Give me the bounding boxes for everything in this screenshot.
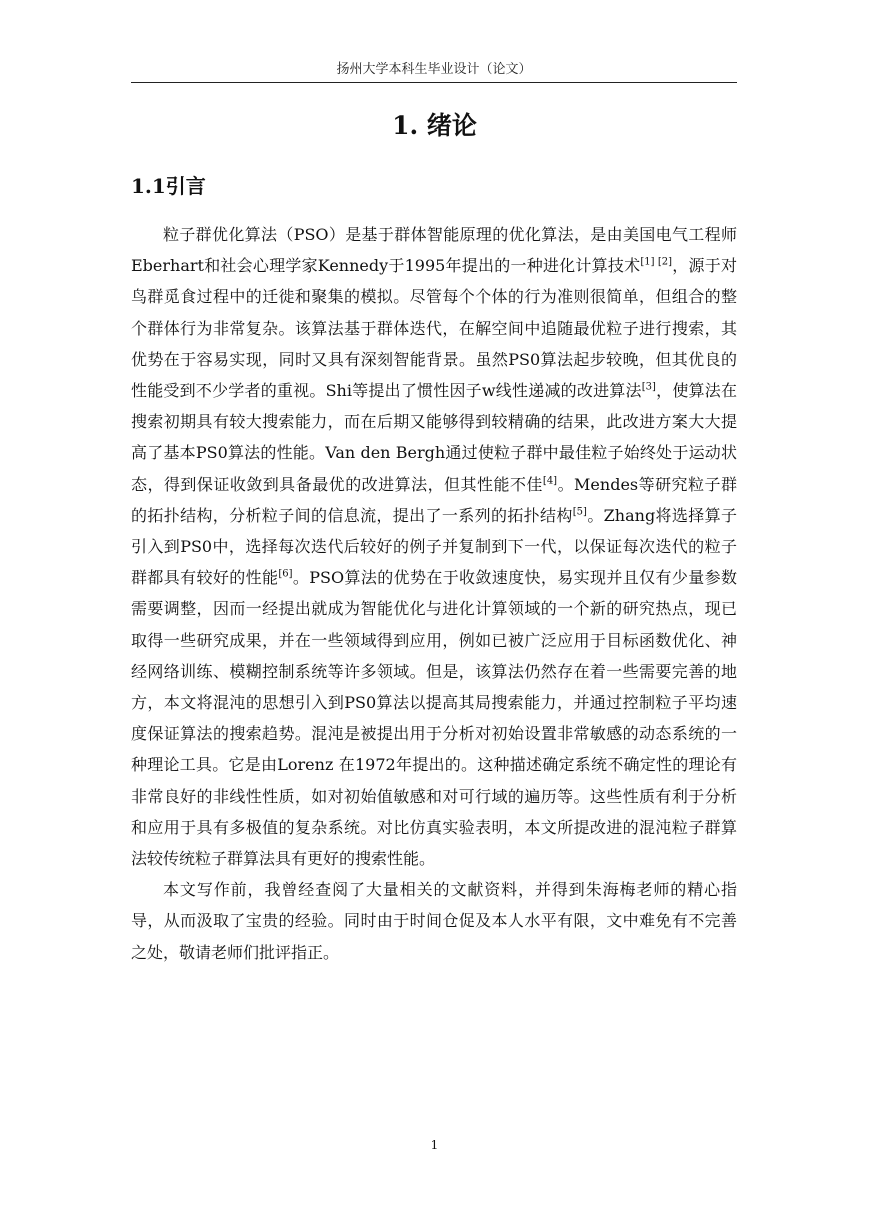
page-header [131,58,737,83]
text-run: 本文写作前，我曾经查阅了大量相关的文献资料，并得到朱海梅老师的精心指导，从而汲取了宝贵的经验。同时由于时间仓促及本人水平有限，文中难免有不完善之处，敬请老师们批评指正。 [131,880,737,962]
text-run: ，源于对鸟群觅食过程中的迁徙和聚集的模拟。尽管每个个体的行为准则很简单，但组合的整个群体行为非常复杂。该算法基于群体迭代，在解空间中追随最优粒子进行搜索，其优势在于容易实现，同时又具有深刻智能背景。虽然PS0算法起步较晚，但其优良的性能受到不少学者的重视。Shi等提出了惯性因子w线性递减的改进算法 [131,256,737,401]
section-title: 1.1引言 [131,174,206,198]
text-run: 。Mendes等研究粒子群的拓扑结构，分析粒子间的信息流，提出了一系列的拓扑结构 [131,474,737,525]
citation: [3] [641,381,656,393]
body-text [131,219,737,968]
text-run: 粒子群优化算法（PSO）是基于群体智能原理的优化算法，是由美国电气工程师Eberhart和社会心理学家Kennedy于1995年提出的一种进化计算技术 [131,225,737,276]
header-text: 扬州大学本科生毕业设计（论文） [336,62,532,77]
text-run: ，使算法在搜索初期具有较大搜索能力，而在后期又能够得到较精确的结果，此改进方案大大提高了基本PS0算法的性能。Van den Bergh通过使粒子群中最佳粒子始终处于运动状态，得到保证收敛到具备最优的改进算法，但其性能不佳 [131,381,737,494]
paragraph-1 [131,219,737,874]
citation: [4] [542,475,558,487]
citation: [5] [572,506,587,518]
citation: [1] [2] [640,256,673,268]
chapter-title: 1. 绪论 [392,111,477,140]
page-number: 1 [430,1138,439,1152]
citation: [6] [278,568,293,580]
text-run: 。Zhang将选择算子引入到PS0中，选择每次迭代后较好的例子并复制到下一代，以保证每次迭代的粒子群都具有较好的性能 [131,505,737,588]
paragraph-2 [131,874,737,968]
text-run: 。PSO算法的优势在于收敛速度快，易实现并且仅有少量参数需要调整，因而一经提出就成为智能优化与进化计算领域的一个新的研究热点，现已取得一些研究成果，并在一些领域得到应用，例如已被广泛应用于目标函数优化、神经网络训练、模糊控制系统等许多领域。但是，该算法仍然存在着一些需要完善的地方，本文将混沌的思想引入到PS0算法以提高其局搜索能力，并通过控制粒子平均速度保证算法的搜索趋势。混沌是被提出用于分析对初始设置非常敏感的动态系统的一种理论工具。它是由Lorenz 在1972年提出的。这种描述确定系统不确定性的理论有非常良好的非线性性质，如对初始值敏感和对可行域的遍历等。这些性质有利于分析和应用于具有多极值的复杂系统。对比仿真实验表明，本文所提改进的混沌粒子群算法较传统粒子群算法具有更好的搜索性能。 [131,568,737,869]
